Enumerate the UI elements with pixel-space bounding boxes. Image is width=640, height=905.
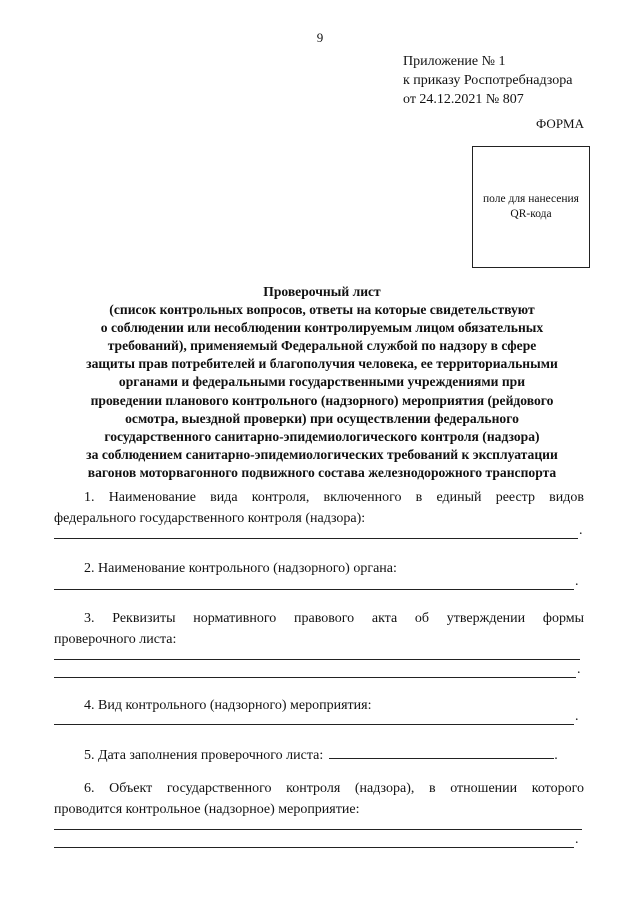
- fill-in-line[interactable]: [54, 589, 574, 590]
- title-line: (список контрольных вопросов, ответы на которые свидетельствуют: [109, 302, 535, 318]
- field-row: [54, 744, 584, 766]
- field-label: 5. Дата заполнения проверочного листа:: [84, 748, 324, 763]
- fill-in-line[interactable]: [54, 538, 578, 539]
- field-label: проверочного листа:: [54, 632, 177, 647]
- field-label: 1. Наименование вида контроля, включенного в единый реестр видов: [84, 490, 584, 505]
- field-label: проводится контрольное (надзорное) мероприятие:: [54, 802, 360, 817]
- fill-in-line[interactable]: [54, 659, 580, 660]
- line-end-dot: .: [577, 662, 581, 677]
- title-line: осмотра, выездной проверки) при осуществлении федерального: [125, 410, 519, 426]
- appendix-line: от 24.12.2021 № 807: [403, 92, 524, 107]
- appendix-line: к приказу Роспотребнадзора: [403, 73, 573, 88]
- title-line: государственного санитарно-эпидемиологического контроля (надзора): [104, 428, 540, 444]
- line-end-dot: .: [554, 748, 558, 763]
- field-label: 2. Наименование контрольного (надзорного) органа:: [84, 561, 397, 576]
- fill-in-line[interactable]: [54, 677, 576, 678]
- title-line: о соблюдении или несоблюдении контролируемым лицом обязательных: [100, 320, 544, 336]
- title-line: проведении планового контрольного (надзорного) мероприятия (рейдового: [90, 392, 554, 408]
- qr-label-line: QR-кода: [510, 208, 552, 220]
- page-number: 9: [316, 30, 324, 45]
- title-line: органами и федеральными государственными учреждениями при: [118, 374, 526, 390]
- title-heading: Проверочный лист: [263, 284, 381, 299]
- line-end-dot: .: [579, 523, 583, 538]
- field-fill-date: [54, 744, 584, 766]
- field-label: федерального государственного контроля (надзора):: [54, 511, 366, 526]
- title-line: защиты прав потребителей и благополучия человека, ее территориальными: [86, 356, 558, 372]
- appendix-header: [403, 52, 572, 109]
- qr-label-line: поле для нанесения: [483, 193, 579, 205]
- field-label: 4. Вид контрольного (надзорного) мероприятия:: [84, 698, 372, 713]
- fill-in-line[interactable]: [329, 744, 554, 759]
- title-line: вагонов моторвагонного подвижного состава железнодорожного транспорта: [87, 464, 557, 480]
- fill-in-line[interactable]: [54, 724, 574, 725]
- field-control-authority: [54, 558, 584, 579]
- fill-in-line[interactable]: [54, 847, 574, 848]
- document-title: [52, 283, 592, 482]
- appendix-line: Приложение № 1: [403, 54, 506, 69]
- line-end-dot: .: [575, 574, 579, 589]
- title-line: за соблюдением санитарно-эпидемиологических требований к эксплуатации: [86, 446, 558, 462]
- field-label: 6. Объект государственного контроля (надзора), в отношении которого: [84, 781, 584, 796]
- field-measure-type: [54, 695, 584, 716]
- line-end-dot: .: [575, 832, 579, 847]
- field-normative-act: [54, 608, 584, 650]
- form-label: ФОРМА: [536, 116, 584, 131]
- field-control-object: [54, 778, 584, 820]
- fill-in-line[interactable]: [54, 829, 582, 830]
- title-line: требований), применяемый Федеральной службой по надзору в сфере: [107, 338, 537, 354]
- line-end-dot: .: [575, 709, 579, 724]
- field-control-type: [54, 487, 584, 529]
- qr-code-field: [472, 146, 590, 268]
- field-label: 3. Реквизиты нормативного правового акта об утверждении формы: [84, 611, 584, 626]
